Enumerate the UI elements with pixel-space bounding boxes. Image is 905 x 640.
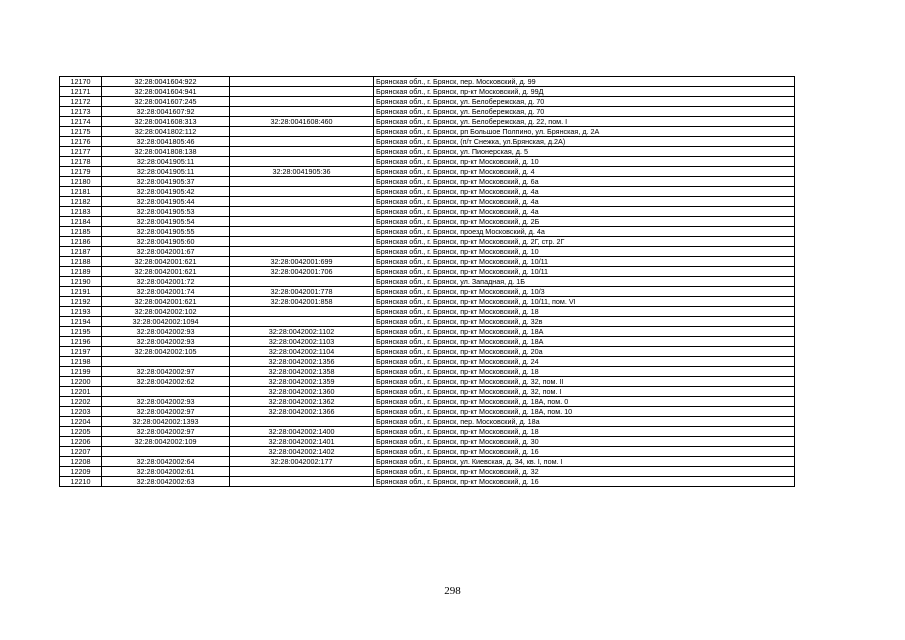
cadastral-number-cell: 32:28:0042002:109 bbox=[102, 437, 230, 447]
object-cadastral-number-cell bbox=[230, 277, 374, 287]
row-number-cell: 12200 bbox=[60, 377, 102, 387]
cadastral-number-cell: 32:28:0041905:11 bbox=[102, 157, 230, 167]
cadastral-number-cell: 32:28:0042002:93 bbox=[102, 327, 230, 337]
address-cell: Брянская обл., г. Брянск, пр-кт Московский, д. 32, пом. I bbox=[374, 387, 795, 397]
registry-table-body bbox=[60, 77, 795, 487]
cadastral-number-cell: 32:28:0041608:313 bbox=[102, 117, 230, 127]
address-cell: Брянская обл., г. Брянск, пр-кт Московский, д. 18 bbox=[374, 367, 795, 377]
table-row bbox=[60, 97, 795, 107]
cadastral-number-cell: 32:28:0041607:245 bbox=[102, 97, 230, 107]
address-cell: Брянская обл., г. Брянск, пр-кт Московский, д. 2Г, стр. 2Г bbox=[374, 237, 795, 247]
object-cadastral-number-cell: 32:28:0042002:1104 bbox=[230, 347, 374, 357]
table-row bbox=[60, 397, 795, 407]
cadastral-number-cell: 32:28:0042002:61 bbox=[102, 467, 230, 477]
row-number-cell: 12201 bbox=[60, 387, 102, 397]
address-cell: Брянская обл., г. Брянск, пр-кт Московский, д. 6а bbox=[374, 177, 795, 187]
address-cell: Брянская обл., г. Брянск, пр-кт Московский, д. 32 bbox=[374, 467, 795, 477]
cadastral-number-cell: 32:28:0042002:97 bbox=[102, 367, 230, 377]
cadastral-number-cell: 32:28:0041905:60 bbox=[102, 237, 230, 247]
table-row bbox=[60, 377, 795, 387]
cadastral-number-cell: 32:28:0042001:621 bbox=[102, 297, 230, 307]
object-cadastral-number-cell: 32:28:0042002:1103 bbox=[230, 337, 374, 347]
row-number-cell: 12195 bbox=[60, 327, 102, 337]
address-cell: Брянская обл., г. Брянск, рп Большое Полпино, ул. Брянская, д. 2А bbox=[374, 127, 795, 137]
address-cell: Брянская обл., г. Брянск, пр-кт Московский, д. 18 bbox=[374, 427, 795, 437]
object-cadastral-number-cell bbox=[230, 137, 374, 147]
table-row bbox=[60, 297, 795, 307]
row-number-cell: 12189 bbox=[60, 267, 102, 277]
table-row bbox=[60, 427, 795, 437]
object-cadastral-number-cell bbox=[230, 107, 374, 117]
row-number-cell: 12182 bbox=[60, 197, 102, 207]
object-cadastral-number-cell bbox=[230, 247, 374, 257]
address-cell: Брянская обл., г. Брянск, пер. Московский, д. 18а bbox=[374, 417, 795, 427]
row-number-cell: 12190 bbox=[60, 277, 102, 287]
row-number-cell: 12202 bbox=[60, 397, 102, 407]
row-number-cell: 12180 bbox=[60, 177, 102, 187]
table-row bbox=[60, 207, 795, 217]
row-number-cell: 12209 bbox=[60, 467, 102, 477]
row-number-cell: 12179 bbox=[60, 167, 102, 177]
cadastral-number-cell: 32:28:0041808:138 bbox=[102, 147, 230, 157]
table-row bbox=[60, 137, 795, 147]
row-number-cell: 12194 bbox=[60, 317, 102, 327]
table-row bbox=[60, 457, 795, 467]
cadastral-number-cell: 32:28:0042002:63 bbox=[102, 477, 230, 487]
table-row bbox=[60, 267, 795, 277]
table-row bbox=[60, 257, 795, 267]
cadastral-number-cell: 32:28:0042002:93 bbox=[102, 397, 230, 407]
table-row bbox=[60, 307, 795, 317]
table-row bbox=[60, 327, 795, 337]
object-cadastral-number-cell: 32:28:0042002:1358 bbox=[230, 367, 374, 377]
cadastral-number-cell: 32:28:0042002:97 bbox=[102, 427, 230, 437]
object-cadastral-number-cell bbox=[230, 237, 374, 247]
registry-table bbox=[59, 76, 795, 487]
object-cadastral-number-cell bbox=[230, 197, 374, 207]
cadastral-number-cell: 32:28:0041905:37 bbox=[102, 177, 230, 187]
table-row bbox=[60, 197, 795, 207]
address-cell: Брянская обл., г. Брянск, пр-кт Московский, д. 4а bbox=[374, 197, 795, 207]
object-cadastral-number-cell: 32:28:0042002:177 bbox=[230, 457, 374, 467]
table-row bbox=[60, 247, 795, 257]
table-row bbox=[60, 467, 795, 477]
cadastral-number-cell: 32:28:0041805:46 bbox=[102, 137, 230, 147]
address-cell: Брянская обл., г. Брянск, пр-кт Московский, д. 16 bbox=[374, 447, 795, 457]
table-row bbox=[60, 337, 795, 347]
object-cadastral-number-cell bbox=[230, 77, 374, 87]
address-cell: Брянская обл., г. Брянск, (п/т Снежка, ул.Брянская, д.2А) bbox=[374, 137, 795, 147]
object-cadastral-number-cell bbox=[230, 477, 374, 487]
object-cadastral-number-cell bbox=[230, 87, 374, 97]
row-number-cell: 12203 bbox=[60, 407, 102, 417]
table-row bbox=[60, 177, 795, 187]
row-number-cell: 12178 bbox=[60, 157, 102, 167]
cadastral-number-cell: 32:28:0042001:74 bbox=[102, 287, 230, 297]
page-number: 298 bbox=[444, 585, 461, 597]
address-cell: Брянская обл., г. Брянск, пр-кт Московский, д. 18А, пом. 10 bbox=[374, 407, 795, 417]
address-cell: Брянская обл., г. Брянск, пр-кт Московский, д. 16 bbox=[374, 477, 795, 487]
object-cadastral-number-cell bbox=[230, 147, 374, 157]
row-number-cell: 12183 bbox=[60, 207, 102, 217]
cadastral-number-cell: 32:28:0042002:1393 bbox=[102, 417, 230, 427]
row-number-cell: 12174 bbox=[60, 117, 102, 127]
object-cadastral-number-cell bbox=[230, 317, 374, 327]
row-number-cell: 12175 bbox=[60, 127, 102, 137]
row-number-cell: 12188 bbox=[60, 257, 102, 267]
table-row bbox=[60, 347, 795, 357]
cadastral-number-cell: 32:28:0042001:67 bbox=[102, 247, 230, 257]
address-cell: Брянская обл., г. Брянск, пр-кт Московский, д. 18А bbox=[374, 327, 795, 337]
address-cell: Брянская обл., г. Брянск, пр-кт Московский, д. 18А bbox=[374, 337, 795, 347]
cadastral-number-cell: 32:28:0042001:621 bbox=[102, 257, 230, 267]
object-cadastral-number-cell: 32:28:0042002:1362 bbox=[230, 397, 374, 407]
object-cadastral-number-cell: 32:28:0042002:1402 bbox=[230, 447, 374, 457]
address-cell: Брянская обл., г. Брянск, пр-кт Московский, д. 4 bbox=[374, 167, 795, 177]
address-cell: Брянская обл., г. Брянск, ул. Белобережская, д. 70 bbox=[374, 97, 795, 107]
row-number-cell: 12185 bbox=[60, 227, 102, 237]
address-cell: Брянская обл., г. Брянск, пр-кт Московский, д. 4а bbox=[374, 187, 795, 197]
cadastral-number-cell: 32:28:0042001:72 bbox=[102, 277, 230, 287]
row-number-cell: 12196 bbox=[60, 337, 102, 347]
address-cell: Брянская обл., г. Брянск, пр-кт Московский, д. 20а bbox=[374, 347, 795, 357]
row-number-cell: 12171 bbox=[60, 87, 102, 97]
address-cell: Брянская обл., г. Брянск, пр-кт Московский, д. 10/11 bbox=[374, 267, 795, 277]
object-cadastral-number-cell bbox=[230, 227, 374, 237]
row-number-cell: 12206 bbox=[60, 437, 102, 447]
row-number-cell: 12177 bbox=[60, 147, 102, 157]
object-cadastral-number-cell bbox=[230, 157, 374, 167]
object-cadastral-number-cell bbox=[230, 127, 374, 137]
address-cell: Брянская обл., г. Брянск, пр-кт Московский, д. 18А, пом. 0 bbox=[374, 397, 795, 407]
cadastral-number-cell: 32:28:0042002:62 bbox=[102, 377, 230, 387]
row-number-cell: 12184 bbox=[60, 217, 102, 227]
row-number-cell: 12210 bbox=[60, 477, 102, 487]
address-cell: Брянская обл., г. Брянск, пр-кт Московский, д. 24 bbox=[374, 357, 795, 367]
object-cadastral-number-cell: 32:28:0042002:1102 bbox=[230, 327, 374, 337]
cadastral-number-cell: 32:28:0042002:93 bbox=[102, 337, 230, 347]
address-cell: Брянская обл., г. Брянск, пер. Московский, д. 99 bbox=[374, 77, 795, 87]
address-cell: Брянская обл., г. Брянск, пр-кт Московский, д. 32в bbox=[374, 317, 795, 327]
address-cell: Брянская обл., г. Брянск, пр-кт Московский, д. 18 bbox=[374, 307, 795, 317]
table-row bbox=[60, 437, 795, 447]
object-cadastral-number-cell bbox=[230, 187, 374, 197]
address-cell: Брянская обл., г. Брянск, пр-кт Московский, д. 32, пом. II bbox=[374, 377, 795, 387]
cadastral-number-cell: 32:28:0041607:92 bbox=[102, 107, 230, 117]
cadastral-number-cell: 32:28:0042002:1094 bbox=[102, 317, 230, 327]
address-cell: Брянская обл., г. Брянск, пр-кт Московский, д. 10/11 bbox=[374, 257, 795, 267]
cadastral-number-cell: 32:28:0042002:105 bbox=[102, 347, 230, 357]
row-number-cell: 12193 bbox=[60, 307, 102, 317]
row-number-cell: 12208 bbox=[60, 457, 102, 467]
object-cadastral-number-cell: 32:28:0042001:778 bbox=[230, 287, 374, 297]
cadastral-number-cell: 32:28:0041604:922 bbox=[102, 77, 230, 87]
address-cell: Брянская обл., г. Брянск, ул. Белобережская, д. 22, пом. I bbox=[374, 117, 795, 127]
table-row bbox=[60, 417, 795, 427]
cadastral-number-cell bbox=[102, 357, 230, 367]
row-number-cell: 12176 bbox=[60, 137, 102, 147]
table-row bbox=[60, 447, 795, 457]
row-number-cell: 12186 bbox=[60, 237, 102, 247]
table-row bbox=[60, 127, 795, 137]
object-cadastral-number-cell: 32:28:0042002:1359 bbox=[230, 377, 374, 387]
address-cell: Брянская обл., г. Брянск, пр-кт Московский, д. 2Б bbox=[374, 217, 795, 227]
table-row bbox=[60, 277, 795, 287]
row-number-cell: 12205 bbox=[60, 427, 102, 437]
cadastral-number-cell: 32:28:0041905:42 bbox=[102, 187, 230, 197]
address-cell: Брянская обл., г. Брянск, ул. Западная, д. 1Б bbox=[374, 277, 795, 287]
address-cell: Брянская обл., г. Брянск, проезд Московский, д. 4а bbox=[374, 227, 795, 237]
cadastral-number-cell: 32:28:0041905:54 bbox=[102, 217, 230, 227]
table-row bbox=[60, 287, 795, 297]
address-cell: Брянская обл., г. Брянск, пр-кт Московский, д. 10 bbox=[374, 157, 795, 167]
cadastral-number-cell: 32:28:0041905:44 bbox=[102, 197, 230, 207]
object-cadastral-number-cell: 32:28:0042001:706 bbox=[230, 267, 374, 277]
row-number-cell: 12187 bbox=[60, 247, 102, 257]
object-cadastral-number-cell: 32:28:0042001:858 bbox=[230, 297, 374, 307]
cadastral-number-cell: 32:28:0042001:621 bbox=[102, 267, 230, 277]
table-row bbox=[60, 317, 795, 327]
cadastral-number-cell: 32:28:0042002:64 bbox=[102, 457, 230, 467]
object-cadastral-number-cell: 32:28:0042002:1401 bbox=[230, 437, 374, 447]
address-cell: Брянская обл., г. Брянск, ул. Пионерская, д. 5 bbox=[374, 147, 795, 157]
object-cadastral-number-cell bbox=[230, 217, 374, 227]
cadastral-number-cell: 32:28:0041604:941 bbox=[102, 87, 230, 97]
object-cadastral-number-cell bbox=[230, 467, 374, 477]
object-cadastral-number-cell: 32:28:0042002:1366 bbox=[230, 407, 374, 417]
table-row bbox=[60, 147, 795, 157]
object-cadastral-number-cell: 32:28:0041608:460 bbox=[230, 117, 374, 127]
cadastral-number-cell: 32:28:0042002:97 bbox=[102, 407, 230, 417]
table-row bbox=[60, 477, 795, 487]
address-cell: Брянская обл., г. Брянск, ул. Киевская, д. 34, кв. I, пом. I bbox=[374, 457, 795, 467]
object-cadastral-number-cell bbox=[230, 417, 374, 427]
row-number-cell: 12199 bbox=[60, 367, 102, 377]
address-cell: Брянская обл., г. Брянск, ул. Белобережская, д. 70 bbox=[374, 107, 795, 117]
row-number-cell: 12191 bbox=[60, 287, 102, 297]
row-number-cell: 12204 bbox=[60, 417, 102, 427]
row-number-cell: 12207 bbox=[60, 447, 102, 457]
table-row bbox=[60, 117, 795, 127]
object-cadastral-number-cell bbox=[230, 177, 374, 187]
object-cadastral-number-cell: 32:28:0042001:699 bbox=[230, 257, 374, 267]
address-cell: Брянская обл., г. Брянск, пр-кт Московский, д. 10/11, пом. VI bbox=[374, 297, 795, 307]
table-row bbox=[60, 187, 795, 197]
row-number-cell: 12173 bbox=[60, 107, 102, 117]
object-cadastral-number-cell: 32:28:0042002:1356 bbox=[230, 357, 374, 367]
table-row bbox=[60, 227, 795, 237]
address-cell: Брянская обл., г. Брянск, пр-кт Московский, д. 30 bbox=[374, 437, 795, 447]
table-row bbox=[60, 217, 795, 227]
address-cell: Брянская обл., г. Брянск, пр-кт Московский, д. 4а bbox=[374, 207, 795, 217]
table-row bbox=[60, 407, 795, 417]
cadastral-number-cell: 32:28:0041905:53 bbox=[102, 207, 230, 217]
cadastral-number-cell bbox=[102, 447, 230, 457]
address-cell: Брянская обл., г. Брянск, пр-кт Московский, д. 10 bbox=[374, 247, 795, 257]
row-number-cell: 12172 bbox=[60, 97, 102, 107]
table-row bbox=[60, 367, 795, 377]
table-row bbox=[60, 87, 795, 97]
row-number-cell: 12170 bbox=[60, 77, 102, 87]
row-number-cell: 12198 bbox=[60, 357, 102, 367]
table-row bbox=[60, 157, 795, 167]
cadastral-number-cell: 32:28:0041802:112 bbox=[102, 127, 230, 137]
object-cadastral-number-cell bbox=[230, 307, 374, 317]
table-row bbox=[60, 357, 795, 367]
cadastral-number-cell: 32:28:0041905:11 bbox=[102, 167, 230, 177]
table-row bbox=[60, 107, 795, 117]
row-number-cell: 12181 bbox=[60, 187, 102, 197]
address-cell: Брянская обл., г. Брянск, пр-кт Московский, д. 10/3 bbox=[374, 287, 795, 297]
row-number-cell: 12197 bbox=[60, 347, 102, 357]
table-row bbox=[60, 387, 795, 397]
table-row bbox=[60, 167, 795, 177]
object-cadastral-number-cell bbox=[230, 97, 374, 107]
table-row bbox=[60, 77, 795, 87]
object-cadastral-number-cell bbox=[230, 207, 374, 217]
cadastral-number-cell: 32:28:0041905:55 bbox=[102, 227, 230, 237]
cadastral-number-cell: 32:28:0042002:102 bbox=[102, 307, 230, 317]
cadastral-number-cell bbox=[102, 387, 230, 397]
object-cadastral-number-cell: 32:28:0042002:1360 bbox=[230, 387, 374, 397]
table-row bbox=[60, 237, 795, 247]
row-number-cell: 12192 bbox=[60, 297, 102, 307]
address-cell: Брянская обл., г. Брянск, пр-кт Московский, д. 99Д bbox=[374, 87, 795, 97]
object-cadastral-number-cell: 32:28:0041905:36 bbox=[230, 167, 374, 177]
object-cadastral-number-cell: 32:28:0042002:1400 bbox=[230, 427, 374, 437]
